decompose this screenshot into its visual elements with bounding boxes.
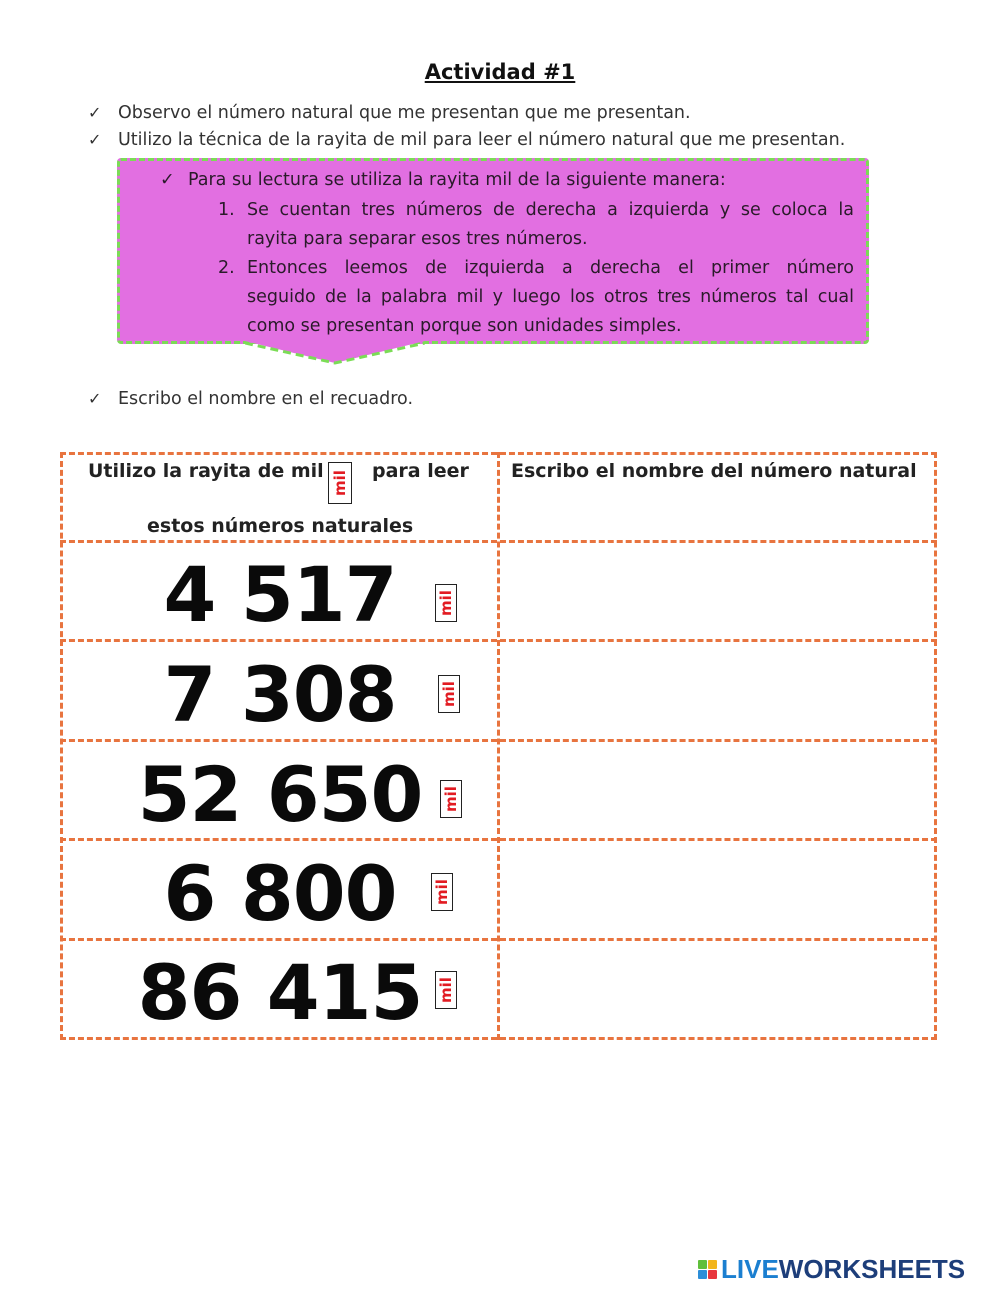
col1-header-part1: Utilizo la rayita de mil: [88, 460, 324, 482]
item-2-line-3: como se presentan porque son unidades simples.: [247, 316, 682, 336]
checkmark-icon: ✓: [88, 389, 102, 408]
checkmark-icon: ✓: [88, 103, 102, 122]
instruction-3-text: Escribo el nombre en el recuadro.: [118, 389, 414, 409]
logo-blocks-icon: [698, 1260, 717, 1279]
activity-title: Actividad #1: [424, 60, 576, 84]
mil-marker-draggable[interactable]: mil: [440, 780, 462, 818]
item-2-line-1: Entonces leemos de izquierda a derecha el primer número: [247, 258, 854, 278]
item-number: 2.: [218, 258, 235, 278]
mil-marker-draggable[interactable]: mil: [435, 971, 457, 1009]
number-2: 7 308: [163, 650, 397, 739]
callout-heading: [160, 170, 726, 190]
callout-item-2: [218, 254, 854, 341]
answer-cell-4[interactable]: [503, 844, 931, 934]
mil-marker-draggable[interactable]: mil: [431, 873, 453, 911]
instruction-3: [88, 389, 413, 409]
table-border-right: [934, 452, 937, 1040]
number-4: 6 800: [163, 849, 397, 938]
answer-cell-5[interactable]: [503, 944, 931, 1034]
number-5: 86 415: [137, 948, 423, 1037]
instruction-2-text: Utilizo la técnica de la rayita de mil para leer el número natural que me presentan.: [118, 130, 846, 150]
logo-text-worksheets: WORKSHEETS: [778, 1253, 966, 1284]
mil-marker-icon: mil: [328, 462, 352, 504]
logo-text-live: LIVE: [721, 1253, 779, 1284]
mil-marker-draggable[interactable]: mil: [435, 584, 457, 622]
instruction-1-text: Observo el número natural que me presentan que me presentan.: [118, 103, 691, 123]
col1-header-part3: estos números naturales: [147, 515, 414, 537]
number-1: 4 517: [163, 550, 397, 639]
callout-pointer: [245, 341, 425, 365]
answer-cell-2[interactable]: [503, 645, 931, 735]
answer-cell-3[interactable]: [503, 745, 931, 835]
instruction-2: [88, 130, 845, 150]
item-1-line-2: rayita para separar esos tres números.: [247, 229, 588, 249]
item-number: 1.: [218, 200, 235, 220]
answer-cell-1[interactable]: [503, 546, 931, 636]
checkmark-icon: ✓: [88, 130, 102, 149]
col1-header-part2: para leer: [372, 460, 469, 482]
item-1-line-1: Se cuentan tres números de derecha a izquierda y se coloca la: [247, 200, 854, 220]
checkmark-icon: ✓: [160, 170, 175, 190]
callout-heading-text: Para su lectura se utiliza la rayita mil de la siguiente manera:: [188, 170, 726, 190]
number-3: 52 650: [137, 750, 423, 839]
item-2-line-2: seguido de la palabra mil y luego los otros tres números tal cual: [247, 287, 854, 307]
instruction-1: [88, 103, 691, 123]
liveworksheets-logo: [698, 1254, 965, 1284]
callout-item-1: [218, 196, 854, 254]
col2-header: Escribo el nombre del número natural: [511, 460, 917, 482]
mil-marker-draggable[interactable]: mil: [438, 675, 460, 713]
